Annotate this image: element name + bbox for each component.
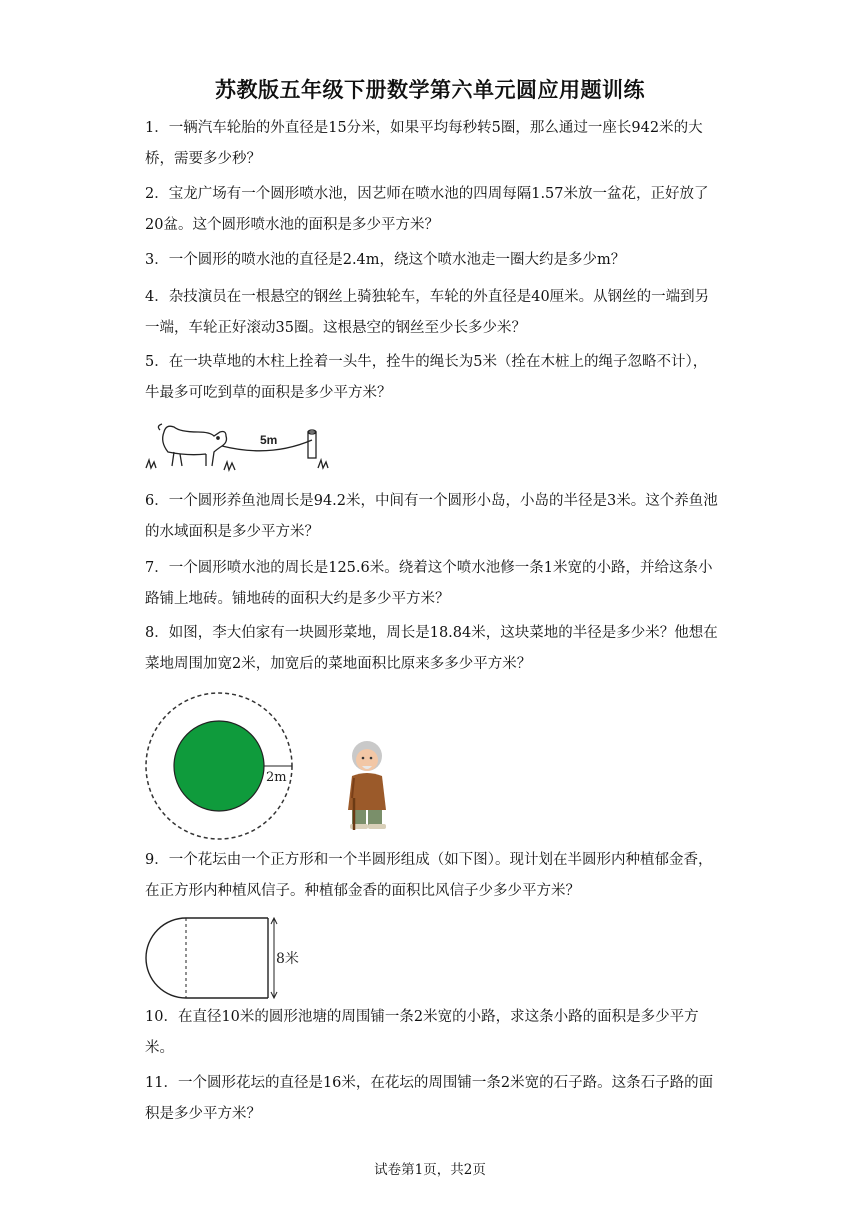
vegetable-plot-disk <box>174 721 264 811</box>
page-title: 苏教版五年级下册数学第六单元圆应用题训练 <box>215 77 645 102</box>
question-11: 11．一个圆形花坛的直径是16米，在花坛的周围铺一条2米宽的石子路。这条石子路的面积是多少平方米？ <box>145 1075 714 1122</box>
question-10: 10．在直径10米的圆形池塘的周围铺一条2米宽的小路，求这条小路的面积是多少平方米。 <box>145 1009 699 1056</box>
question-4: 4．杂技演员在一根悬空的钢丝上骑独轮车，车轮的外直径是40厘米。从钢丝的一端到另一端，车轮正好滚动35圈。这根悬空的钢丝至少长多少米？ <box>145 289 710 336</box>
square-side-label: 8米 <box>276 951 299 967</box>
question-9: 9．一个花坛由一个正方形和一个半圆形组成（如下图）。现计划在半圆形内种植郁金香，在正方形内种植风信子。种植郁金香的面积比风信子少多少平方米？ <box>145 852 713 899</box>
question-3: 3．一个圆形的喷水池的直径是2.4m，绕这个喷水池走一圈大约是多少m？ <box>145 252 626 268</box>
question-5: 5．在一块草地的木柱上拴着一头牛，拴牛的绳长为5米（拴在木桩上的绳子忽略不计），牛最多可吃到草的面积是多少平方米？ <box>145 354 708 401</box>
ring-figure <box>140 688 310 843</box>
old-man-icon <box>340 738 400 834</box>
rope-length-label: 5m <box>260 433 278 447</box>
cow-icon <box>163 426 227 466</box>
question-1: 1．一辆汽车轮胎的外直径是15分米，如果平均每秒转5圈，那么通过一座长942米的大桥，需要多少秒？ <box>145 120 703 167</box>
ring-width-label: 2m <box>266 770 287 785</box>
flowerbed-figure <box>140 912 320 1002</box>
post-icon <box>308 432 316 458</box>
question-2: 2．宝龙广场有一个圆形喷水池，因艺师在喷水池的四周每隔1.57米放一盆花，正好放了20盆。这个圆形喷水池的面积是多少平方米？ <box>145 186 709 233</box>
question-7: 7．一个圆形喷水池的周长是125.6米。绕着这个喷水池修一条1米宽的小路，并给这条小路铺上地砖。铺地砖的面积大约是多少平方米？ <box>145 560 713 607</box>
question-8: 8．如图，李大伯家有一块圆形菜地，周长是18.84米，这块菜地的半径是多少米？他想在菜地周围加宽2米，加宽后的菜地面积比原来多多少平方米？ <box>145 625 718 672</box>
cow-rope-figure <box>140 418 340 476</box>
grass-icon <box>146 460 156 468</box>
page-footer: 试卷第1页，共2页 <box>374 1162 486 1178</box>
question-6: 6．一个圆形养鱼池周长是94.2米，中间有一个圆形小岛，小岛的半径是3米。这个养鱼池的水域面积是多少平方米？ <box>145 493 718 540</box>
